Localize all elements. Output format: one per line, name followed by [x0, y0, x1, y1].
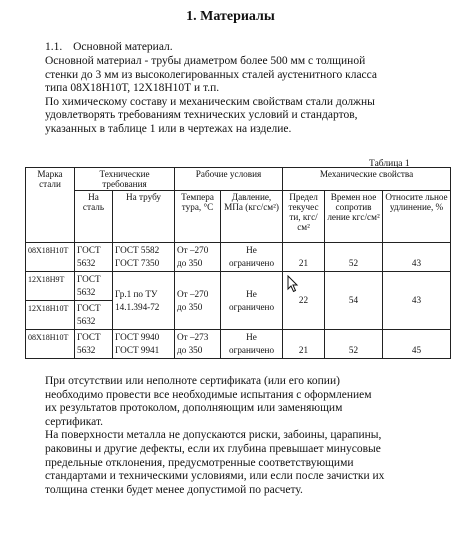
table-row [26, 272, 451, 301]
section-heading [45, 40, 173, 54]
text-line: типа 08Х18Н10Т, 12Х18Н10Т и т.п. [45, 82, 220, 95]
section-number: 1.1. [45, 41, 63, 53]
header-work-cond: Рабочие условия [175, 168, 283, 191]
cell-line: Не [246, 245, 257, 255]
cell-mark: 12Х18Н9Т [26, 272, 75, 301]
cell-line: до 350 [177, 258, 203, 268]
header-on-steel: На сталь [75, 191, 113, 243]
cell-line: 5632 [77, 287, 96, 297]
cell-line: 5632 [77, 258, 96, 268]
header-elongation: Относите льное удлинение, % [383, 191, 451, 243]
text-line: указанных в таблице 1 или в чертежах на изделие. [45, 122, 292, 135]
cell-tensile: 52 [325, 330, 383, 359]
cell-temp [175, 243, 221, 272]
cell-line: 5632 [77, 345, 96, 355]
cell-line: Не [246, 288, 257, 299]
mouse-pointer-icon [287, 275, 299, 293]
cell-line: 5632 [77, 316, 96, 326]
cell-line: до 350 [177, 345, 203, 355]
cell-yield: 22 [283, 272, 325, 330]
cell-temp [175, 272, 221, 330]
cell-line: От –270 [177, 245, 209, 255]
cell-mark: 08Х18Н10Т [26, 330, 75, 359]
cell-line: ограничено [228, 258, 275, 268]
text-line: удовлетворять требованиям технических условий и стандартов, [45, 109, 358, 122]
cell-line: ГОСТ [77, 245, 101, 255]
cell-elongation: 43 [383, 272, 451, 330]
cell-steel [75, 301, 113, 330]
text-line: стандартами и техническими условиями, или если после зачистки их [45, 470, 385, 483]
cell-pipe [113, 330, 175, 359]
cell-steel [75, 330, 113, 359]
header-tech-req: Технические требования [75, 168, 175, 191]
text-line: раковины и другие дефекты, если их глубина превышает минусовые [45, 442, 381, 455]
header-tensile: Времен ное сопротив ление кгс/см² [325, 191, 383, 243]
cell-line: ГОСТ 5582 [115, 245, 160, 255]
cell-pipe [113, 243, 175, 272]
text-line: сертификат. [45, 415, 103, 428]
cell-elongation: 45 [383, 330, 451, 359]
cell-elongation: 43 [383, 243, 451, 272]
cell-line: От –273 [177, 332, 209, 342]
paragraph-certificate [45, 375, 445, 497]
text-line: При отсутствии или неполноте сертификата (или его копии) [45, 375, 340, 387]
cell-line: ограничено [228, 345, 275, 355]
text-line: предельные отклонения, предусмотренные соответствующими [45, 456, 354, 469]
paragraph-main-material [45, 55, 445, 137]
cell-line: Не [246, 332, 257, 342]
cell-mark: 12Х18Н10Т [26, 301, 75, 330]
table-row [26, 330, 451, 359]
text-line: необходимо провести все необходимые испытания с оформлением [45, 388, 372, 401]
header-mech-props: Механические свойства [283, 168, 451, 191]
text-line: стенки до 3 мм из высоколегированных сталей аустенитного класса [45, 68, 378, 81]
materials-table [25, 167, 451, 359]
cell-line: ограничено [228, 301, 275, 312]
cell-pressure [221, 330, 283, 359]
cell-tensile: 54 [325, 272, 383, 330]
text-line: На поверхности металла не допускаются риски, забоины, царапины, [45, 429, 382, 442]
section-title: Основной материал. [73, 41, 173, 53]
cell-line: ГОСТ 9941 [115, 345, 160, 355]
header-yield: Предел текучес ти, кгс/см² [283, 191, 325, 243]
cell-pressure [221, 243, 283, 272]
header-temp: Темпера тура, °С [175, 191, 221, 243]
cell-line: до 350 [177, 301, 203, 312]
cell-line: ГОСТ [77, 303, 101, 313]
cell-line: 14.1.394-72 [115, 301, 160, 312]
cell-mark: 08Х18Н10Т [26, 243, 75, 272]
header-mark: Марка стали [26, 168, 75, 243]
cell-line: От –270 [177, 288, 209, 299]
cell-temp [175, 330, 221, 359]
cell-line: ГОСТ [77, 332, 101, 342]
text-line: По химическому составу и механическим свойствам стали должны [45, 95, 375, 108]
cell-pipe [113, 272, 175, 330]
header-on-pipe: На трубу [113, 191, 175, 243]
cell-yield: 21 [283, 330, 325, 359]
header-pressure: Давление, МПа (кгс/см²) [221, 191, 283, 243]
table-row [26, 243, 451, 272]
cell-line: ГОСТ 9940 [115, 332, 160, 342]
cell-line: ГОСТ [77, 274, 101, 284]
cell-pressure [221, 272, 283, 330]
page-title: 1. Материалы [186, 9, 275, 24]
table-caption: Таблица 1 [369, 159, 410, 169]
text-line: их результатов протоколом, дополняющим или заменяющим [45, 402, 343, 415]
cell-tensile: 52 [325, 243, 383, 272]
text-line: Основной материал - трубы диаметром более 500 мм с толщиной [45, 55, 366, 67]
cell-line: ГОСТ 7350 [115, 258, 160, 268]
cell-steel [75, 243, 113, 272]
cell-yield: 21 [283, 243, 325, 272]
cell-steel [75, 272, 113, 301]
cell-line: Гр.1 по ТУ [115, 288, 158, 299]
text-line: толщина стенки будет менее допустимой по расчету. [45, 483, 303, 496]
